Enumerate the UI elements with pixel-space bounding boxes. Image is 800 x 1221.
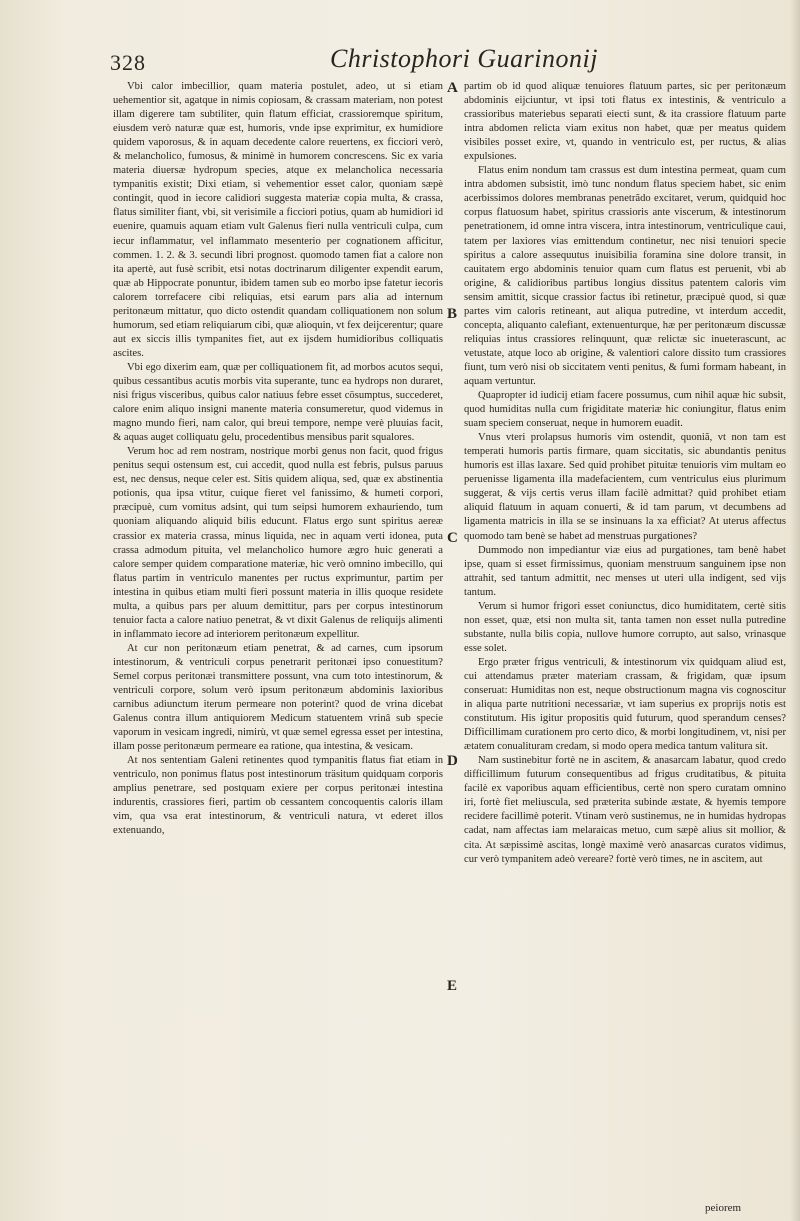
paragraph: Ergo præter frigus ventriculi, & intestinorum vix quidquam aliud est, cui attendamus præter materiam crassam, & frigidam, quæ ipsum conseruat: Humiditas non est, neque obstructionum magna vis cognoscitur in aliqua parte nutritioni necessariæ, vt iam superius ex proprijs notis est constitutum. His igitur propositis quid futurum, quod sperandum censes? Difficillimam curationem pro certo dico, & morbi longitudinem, vt, nisi per ætatem conualituram credam, si modo opera medica tantum valitura sit. <box>464 656 786 753</box>
paragraph: Dummodo non impediantur viæ eius ad purgationes, tam benè habet ipse, quam si esset firmissimus, quoniam menstruum sanguinem ipse non attrahit, sed tantum admittit, nec menses ut uteri ulla indigent, sed vijs tantum. <box>464 544 786 598</box>
paragraph: Flatus enim nondum tam crassus est dum intestina permeat, quam cum intra abdomen subsistit, imò tunc nondum flatus speciem habet, sic enim acerbissimos dolores membranas penetrãdo excitaret, verum, quidquid hoc corpus flatuosum habet, spiritus crassioris ante viscerum, & intestinorum penetrationem, id omne intra viscera, intra intestinorum, ventriculique caui, tatem per laxiores vias emittendum continetur, nec nisi tenuiori specie spiritus a calore assequutus inuisibilia foramina sine dolore transit, in cauitatem ergo abdominis tenuior quam cum flatus est peruenit, vbi ab origine, & calidioribus partibus longius dissitus patentem caloris vim sensim amittit, sicque crassior factus ibi retinetur, præcipuè quod, si quæ partes vim caloris retineant, aut aliqua putredine, vt interdum accedit, concepta, aliquanto calefiant, extenuenturque, hæ per peritonæum discussæ reliquias intus crassiores relinquunt, quæ relictæ sic inueterascunt, ac vetustate, atque loco ab origine, & valentiori calore dissito tum crassiores fiunt, tum verò nisi ob siccitatem venti penitus, & fumi formam habeant, in aquam vertuntur. <box>464 165 786 387</box>
paragraph: Vbi ego dixerim eam, quæ per colliquationem fit, ad morbos acutos sequi, quibus cessantibus acutis morbis vita superante, tunc ea hydrops non duraret, nisi frigus visceribus, quibus calor natiuus febre esset cösumptus, succederet, calore enim aliquo insigni manente materia consumeretur, quod videmus in magno mundo fieri, nam calor, qui breui tempore, nempe verè pluuias facit, & aquas auget colliquatu gelu, procedentibus mensibus parit squalores. <box>113 361 443 444</box>
running-head: Christophori Guarinonij <box>330 44 598 73</box>
margin-letter-c: C <box>447 530 458 546</box>
margin-letter-e: E <box>447 978 458 994</box>
margin-letter-a: A <box>447 80 458 96</box>
margin-letter-b: B <box>447 306 458 322</box>
paragraph: At nos sententiam Galeni retinentes quod tympanitis flatus fiat etiam in ventriculo, non ponimus flatus post intestinorum träsitum quidquam corporis amplius penetrare, sed postquam exiere per corpus peritonæi intestina indurentis, crassiores fieri, partim ob cessantem concoquentis caloris illam vim, qua vsa erat intestinorum, & ventriculi natura, vt ederet illos extenuando, <box>113 755 443 837</box>
paragraph: Vbi calor imbecillior, quam materia postulet, adeo, ut si etiam uehementior sit, agatque in nimis copiosam, & crassam materiam, non potest illam digerere tam subtiliter, quin flatum efficiat, crassioremque spiritum, eiusdem verò naturæ quæ est, humoris, vnde ipse exprimitur, ex humidiore quidem vaporosus, & in aquam decedente calore reuertens, ex ficciori verò, & melancholico, fumosus, & minimè in humorem concrescens. Sic ex varia materia diuersæ hydropum species, atque ex melancholica necessaria tympanitis existit; Dixi etiam, si vehementior esset calor, quoniam sæpè contingit, quod in iecore calidiori suggesta materiæ copia multa, & crassa, flatus similiter fiant, vbi, sit verisimile a ficciori potius, quam ab humidiori id euenire, quamuis aquam etiam vult Galenus fieri nulla ventriculi culpa, cum iecur inflammatur, vel inflammato mesenterio per cognationem afficitur, commen. 1. 2. & 3. secundi libri prognost. quomodo tamen fiat a calore non ita apertè, aut fusè scribit, etsi notas doctrinarum diligenter expendit earum, quæ ab Hippocrate ponuntur, ibidem tamen sub eo morbo ipse fatetur iecoris calorem torrefacere cibi reliquias, etsi earum pars alia ad internum peritonæum mittatur, quo dicto ostendit quandam colliquationem non solum humorum, sed etiam reliquiarum cibi, quæ alioquin, vt fex deijcerentur; quare aut ex siccis illis tympanites fiet, aut ex ijsdem humidioribus colliquatis ascites. <box>113 81 443 359</box>
catchword: peiorem <box>705 1202 742 1214</box>
paragraph: Verum hoc ad rem nostram, nostrique morbi genus non facit, quod frigus penitus sequi ostensum est, cui accedit, quod nulla est febris, pulsus paruus est, nec densus, neque celer est. Sitis quidem aliqua, sed, quæ ex abstinentia potionis, qua ipsa vtitur, cuique fieret vel fanissimo, & humeti corpori, præcipuè, cum vomitus adsint, qui tum seipsi humorem exhauriendo, tum quoniam aliquando aliquid bilis educunt. Flatus ergo sunt spiritus aereæ crassior ex materia crassa, minus liquida, nec in aquam verti idonea, puta crassa admodum pituita, vel melancholico humore ægro huic generati a calore semper quidem comparatione materiæ, hic verò omnino imbecillo, qui flatus partim in ventriculo manentes per ructus exprimuntur, partim per intestina in quibus etiam multi fieri possunt materia in illis quoque residete multa, a quibus pars per aluum demittitur, pars per corpus intestinorum tenuior facta a calore natiuo penetrat, & vt dixit Galenus de reliquijs alimenti in inflammato iecore ad interiorem peritonæum expellitur. <box>113 446 443 640</box>
paragraph: Nam sustinebitur fortè ne in ascitem, & anasarcam labatur, quod credo difficillimum futurum consequentibus ad frigus cruditatibus, & pituita facilè ex vaporibus aquam efficientibus, certè non spero curatam omnino iri, fortè fiet meliuscula, sed præterita subinde æstate, & hyemis tempore recidere facillimè poterit. Vtinam verò sustinemus, ne in humidas hydropas cadat, nam affectas iam melaraicas metuo, cum sæpè alius sit mollior, & cita. At sæpissimè ascitas, longè maximè verò anasarcas curatos vidimus, cur verò tympanitem adeò vereare? fortè verò times, ne in ascitem, aut <box>464 755 786 865</box>
paragraph: Quapropter id iudicij etiam facere possumus, cum nihil aquæ hic subsit, quod humiditas nulla cum frigiditate materiæ hic coniungitur, flatus enim suam speciem conseruat, neque in humorem euadit. <box>464 390 786 430</box>
margin-letter-d: D <box>447 753 458 769</box>
paragraph: partim ob id quod aliquæ tenuiores flatuum partes, sic per peritonæum abdominis eijciuntur, vt ipsi toti flatus ex intestinis, & ventriculo a crassioribus materiebus separati eiecti sunt, & ita crassiore flatuum parte intra abdomen relicta viam exitus non habet, quæ per meatus quidem visibiles posset exire, vt, quando in ventriculo est, per ructus, & alias expulsiones. <box>464 81 786 163</box>
paragraph: Verum si humor frigori esset coniunctus, dico humiditatem, certè sitis non esset, quæ, etsi non multa sit, tanta tamen non esset nulla putredine substante, nulla bilis copia, nullove humore corrupto, aut salso, vrinasque esse solet. <box>464 600 786 654</box>
page-edge-shadow <box>790 0 800 1221</box>
paragraph: At cur non peritonæum etiam penetrat, & ad carnes, cum ipsorum intestinorum, & ventriculi corpus penetrarit peritonæi ipso conuestitum? Semel corpus peritonæi transmittere possunt, vna cum toto intestinorum, & ventriculi corpore, solum verò ipsum peritonæum abdominis laxioribus carnibus adiunctum iterum permeare non poterint? quod de vrina dicebat Galenus contra illum antiquiorem Medicum statuentem vrinâ sub specie vaporum in vesicam ingredi, nimirù, vt quæ semel egressa esset per intestina, illam posse peritonæum permeare ea ratione, qua intestina, & vesicam. <box>113 642 443 753</box>
left-text-column <box>113 80 443 1205</box>
right-text-column <box>464 80 786 1205</box>
page-number: 328 <box>110 50 146 75</box>
paragraph: Vnus vteri prolapsus humoris vim ostendit, quoniã, vt non tam est temperati humoris partis firmare, quam siccitatis, sic abundantis penitus humoris est illas laxare. Sed quid prohibet pituitæ tenuioris vim multam eo peruenisse ligamenta illa madefacientem, cum ventriculus eius plurimum suggerat, & vijs certis verus illam facilè admittat? quid prohibet etiam aliquid flatuum in aquam conuerti, & id tam parum, vt decumbens ad ligamenta matricis in illa se se insinuans la xa efficiat? At uterus affectus quomodo tam benè se habet ad menstruas purgationes? <box>464 432 786 542</box>
